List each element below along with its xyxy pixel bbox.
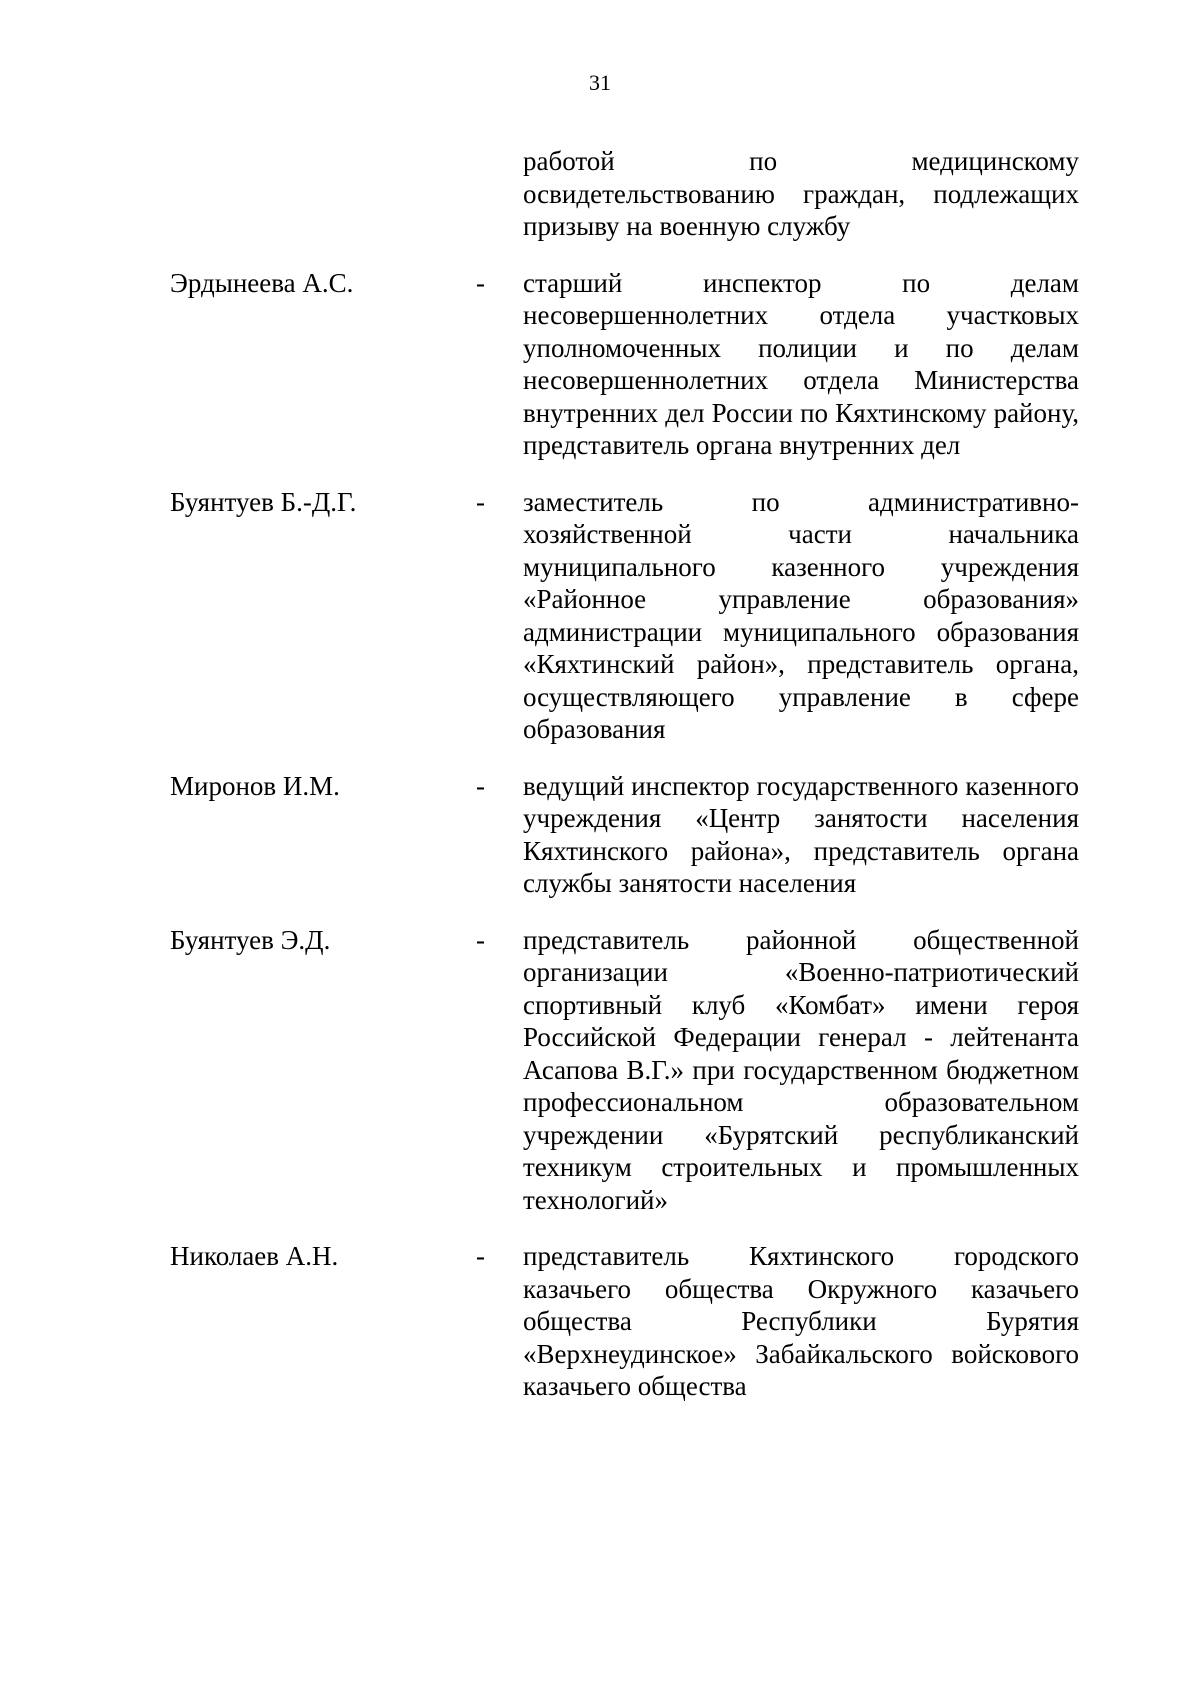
member-dash: - — [476, 486, 485, 517]
member-dash: - — [476, 1241, 485, 1271]
member-entry — [0, 770, 1200, 900]
member-entry — [0, 924, 1200, 1217]
member-name: Эрдынеева А.С. — [170, 267, 354, 298]
member-description: ведущий инспектор государственного казенного учреждения «Центр занятости населения Кяхтинского района», представитель органа службы занятости населения — [523, 770, 1079, 898]
member-entry — [0, 267, 1200, 462]
member-name: Буянтуев Э.Д. — [170, 924, 331, 955]
member-name: Николаев А.Н. — [170, 1241, 339, 1271]
member-entry — [0, 1240, 1200, 1403]
member-description: заместитель по административно-хозяйственной части начальника муниципального казенного учреждения «Районное управление образования» администрации муниципального образования «Кяхтинский район», представитель органа, осуществляющего управление в сфере образования — [523, 486, 1079, 744]
member-dash: - — [476, 770, 485, 801]
member-entry — [0, 486, 1200, 746]
page-number: 31 — [589, 70, 611, 95]
member-dash: - — [476, 924, 485, 955]
member-description: представитель районной общественной организации «Военно-патриотический спортивный клуб «Комбат» имени героя Российской Федерации генерал - лейтенанта Асапова В.Г.» при государственном бюджетном профессиональном образовательном учреждении «Бурятский республиканский техникум строительных и промышленных технологий» — [523, 924, 1079, 1215]
member-list — [0, 145, 1200, 1403]
member-description: работой по медицинскому освидетельствованию граждан, подлежащих призыву на военную службу — [523, 146, 1079, 241]
member-entry-continuation — [0, 145, 1200, 243]
member-description: старший инспектор по делам несовершеннолетних отдела участковых уполномоченных полиции и по делам несовершеннолетних отдела Министерства внутренних дел России по Кяхтинскому району, представитель органа внутренних дел — [523, 267, 1079, 460]
member-name: Буянтуев Б.-Д.Г. — [170, 486, 357, 517]
member-dash: - — [476, 267, 485, 298]
member-description: представитель Кяхтинского городского казачьего общества Окружного казачьего общества Республики Бурятия «Верхнеудинское» Забайкальского войскового казачьего общества — [523, 1241, 1079, 1401]
member-name: Миронов И.М. — [170, 770, 340, 801]
